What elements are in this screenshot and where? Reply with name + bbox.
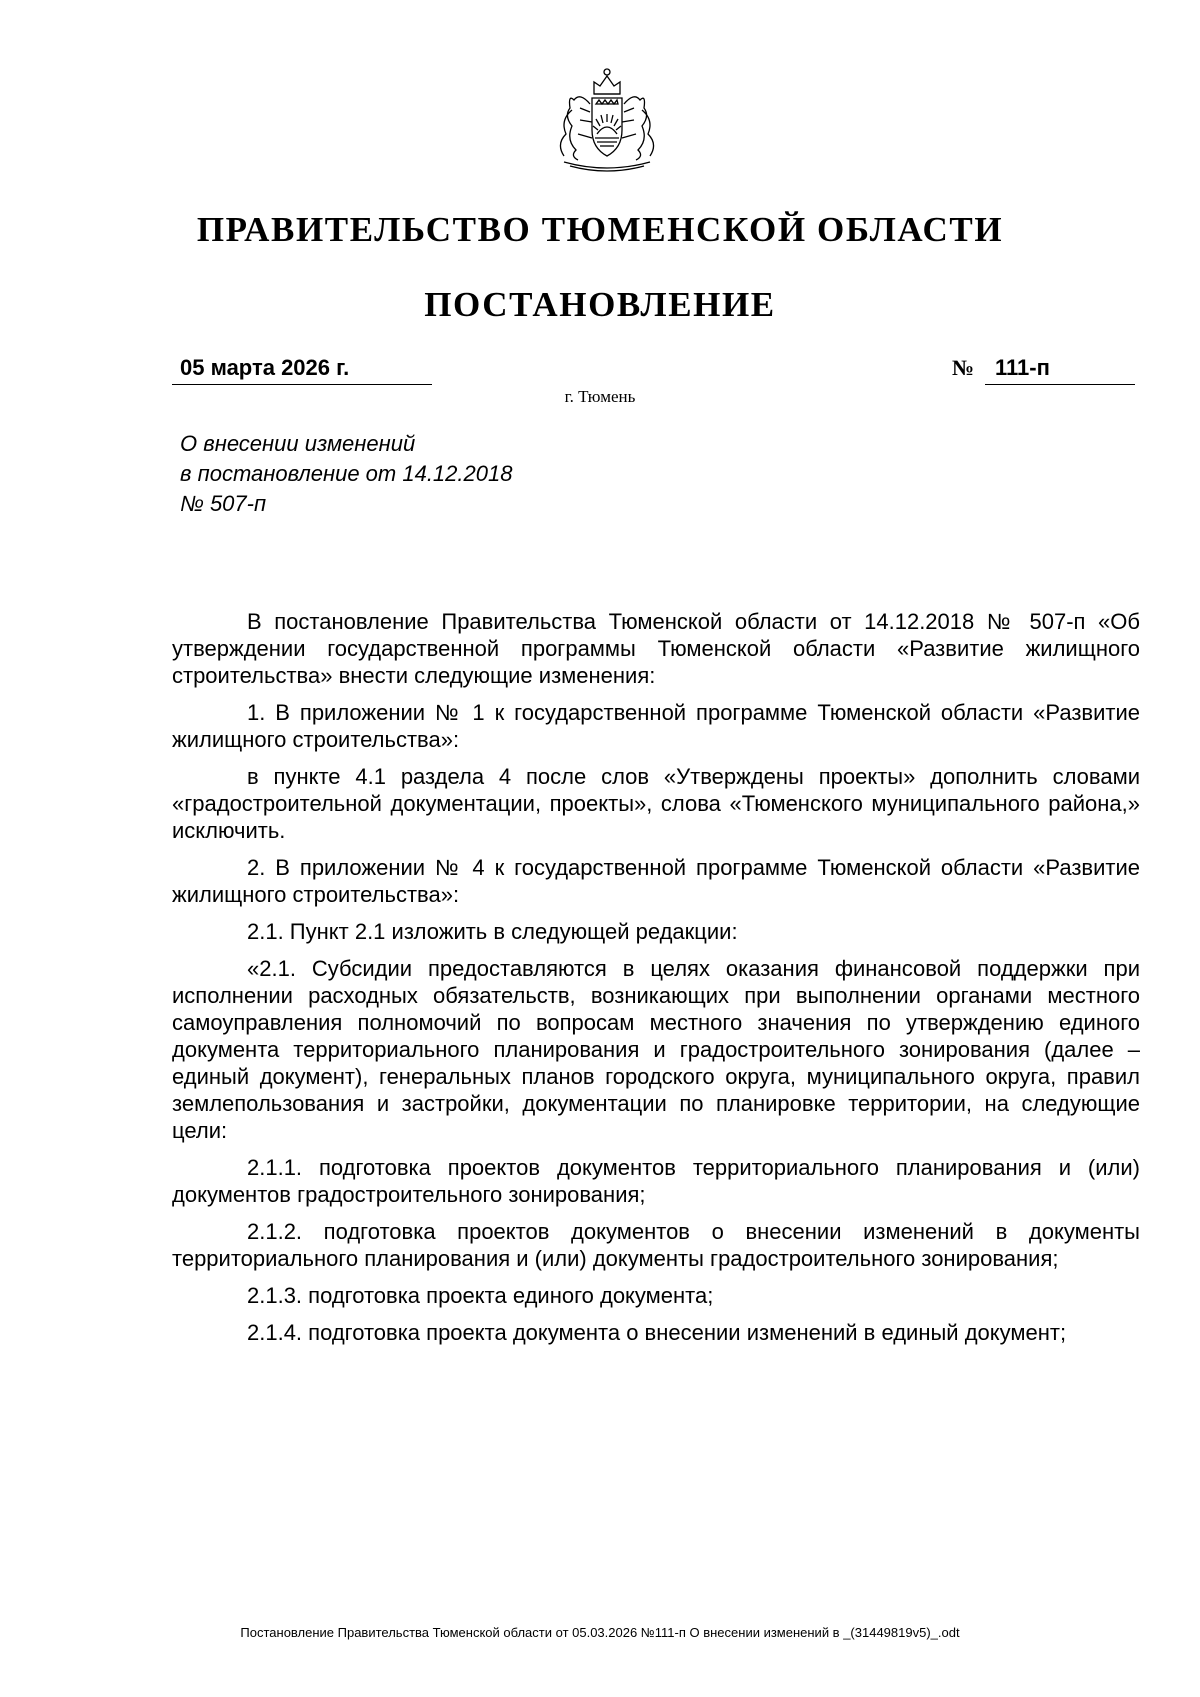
number-sign: № <box>952 355 975 380</box>
document-body <box>172 608 1140 1356</box>
body-paragraph: 2. В приложении № 4 к государственной программе Тюменской области «Развитие жилищного строительства»: <box>172 855 1140 907</box>
subject-line: О внесении изменений <box>180 431 416 456</box>
city-label: г. Тюмень <box>564 387 636 406</box>
body-paragraph: 2.1.3. подготовка проекта единого документа; <box>247 1283 714 1308</box>
body-paragraph: 1. В приложении № 1 к государственной программе Тюменской области «Развитие жилищного строительства»: <box>172 700 1140 752</box>
body-paragraph: В постановление Правительства Тюменской области от 14.12.2018 № 507-п «Об утверждении государственной программы Тюменской области «Развитие жилищного строительства» внести следующие изменения: <box>172 609 1140 688</box>
body-paragraph: 2.1.4. подготовка проекта документа о внесении изменений в единый документ; <box>247 1320 1067 1345</box>
document-subject <box>180 429 700 519</box>
subject-line: № 507-п <box>180 491 267 516</box>
subject-line: в постановление от 14.12.2018 <box>180 461 513 486</box>
date-underline <box>172 384 432 385</box>
coat-of-arms-icon <box>550 64 665 176</box>
document-number: 111-п <box>995 355 1050 380</box>
document-type-title: ПОСТАНОВЛЕНИЕ <box>424 285 776 324</box>
body-paragraph: «2.1. Субсидии предоставляются в целях оказания финансовой поддержки при исполнении расходных обязательств, возникающих при выполнении органами местного самоуправления полномочий по вопросам местного значения по утверждению единого документа территориального планирования и градостроительного зонирования (далее – единый документ), генеральных планов городского округа, муниципального округа, правил землепользования и застройки, документации по планировке территории, на следующие цели: <box>172 956 1140 1143</box>
body-paragraph: в пункте 4.1 раздела 4 после слов «Утверждены проекты» дополнить словами «градостроительной документации, проекты», слова «Тюменского муниципального района,» исключить. <box>172 764 1140 843</box>
body-paragraph: 2.1.2. подготовка проектов документов о внесении изменений в документы территориального планирования и (или) документы градостроительного зонирования; <box>172 1219 1140 1271</box>
number-underline <box>985 384 1135 385</box>
page-footer: Постановление Правительства Тюменской области от 05.03.2026 №111-п О внесении изменений в _(31449819v5)_.odt <box>240 1625 960 1640</box>
document-date: 05 марта 2026 г. <box>180 355 350 380</box>
body-paragraph: 2.1.1. подготовка проектов документов территориального планирования и (или) документов градостроительного зонирования; <box>172 1155 1140 1207</box>
organization-title: ПРАВИТЕЛЬСТВО ТЮМЕНСКОЙ ОБЛАСТИ <box>196 210 1004 249</box>
body-paragraph: 2.1. Пункт 2.1 изложить в следующей редакции: <box>247 919 738 944</box>
